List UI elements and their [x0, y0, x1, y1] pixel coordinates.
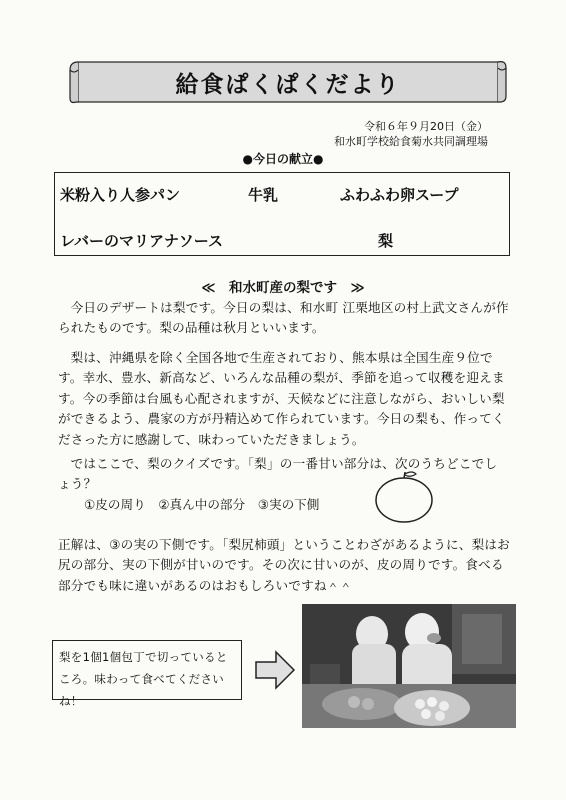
article-title: ≪ 和水町産の梨です ≫ — [201, 280, 365, 296]
quiz-choices: ①皮の周り ②真ん中の部分 ③実の下側 — [84, 497, 320, 512]
kitchen-staff-photo — [302, 604, 516, 728]
article-paragraph-1: 今日のデザートは梨です。今日の梨は、和水町 江栗地区の村上武文さんが作られたものです。梨の品種は秋月といいます。 — [58, 300, 509, 336]
menu-item-milk: 牛乳 — [248, 186, 279, 204]
issuer-name: 和水町学校給食菊水共同調理場 — [334, 135, 488, 148]
newsletter-title: 給食ぱくぱくだより — [175, 71, 401, 98]
photo-caption-box: 梨を1個1個包丁で切っているところ。味わって食べてくださいね！ — [52, 640, 242, 700]
issue-date: 令和６年９月20日（金） — [364, 120, 488, 133]
menu-item-bread: 米粉入り人参パン — [60, 186, 181, 204]
article-paragraph-2: 梨は、沖縄県を除く全国各地で生産されており、熊本県は全国生産９位です。幸水、豊水、新高など、いろんな品種の梨が、季節を追って収穫を迎えます。今の季節は台風も心配されますが、天候などに注意しながら、おいしい梨ができるよう、農家の方が丹精込めて作られています。今日の梨も、作ってくださった方に感謝して、味わっていただきましょう。 — [58, 350, 505, 447]
menu-heading: ●今日の献立● — [242, 152, 324, 166]
right-arrow-icon — [254, 650, 296, 690]
menu-item-liver: レバーのマリアナソース — [60, 232, 224, 250]
quiz-question: ではここで、梨のクイズです。「梨」の一番甘い部分は、次のうちどこでしょう？ — [58, 456, 498, 492]
menu-item-soup: ふわふわ卵スープ — [340, 186, 459, 204]
quiz-answer-paragraph: 正解は、③の実の下側です。「梨尻柿頭」ということわざがあるように、梨はお尻の部分、実の下側が甘いのです。その次に甘いのが、皮の周りです。食べる部分でも味に違いがあるのはおもしろいですね＾＾ — [58, 537, 510, 593]
pear-illustration-icon — [372, 470, 436, 524]
menu-item-pear: 梨 — [378, 232, 394, 250]
